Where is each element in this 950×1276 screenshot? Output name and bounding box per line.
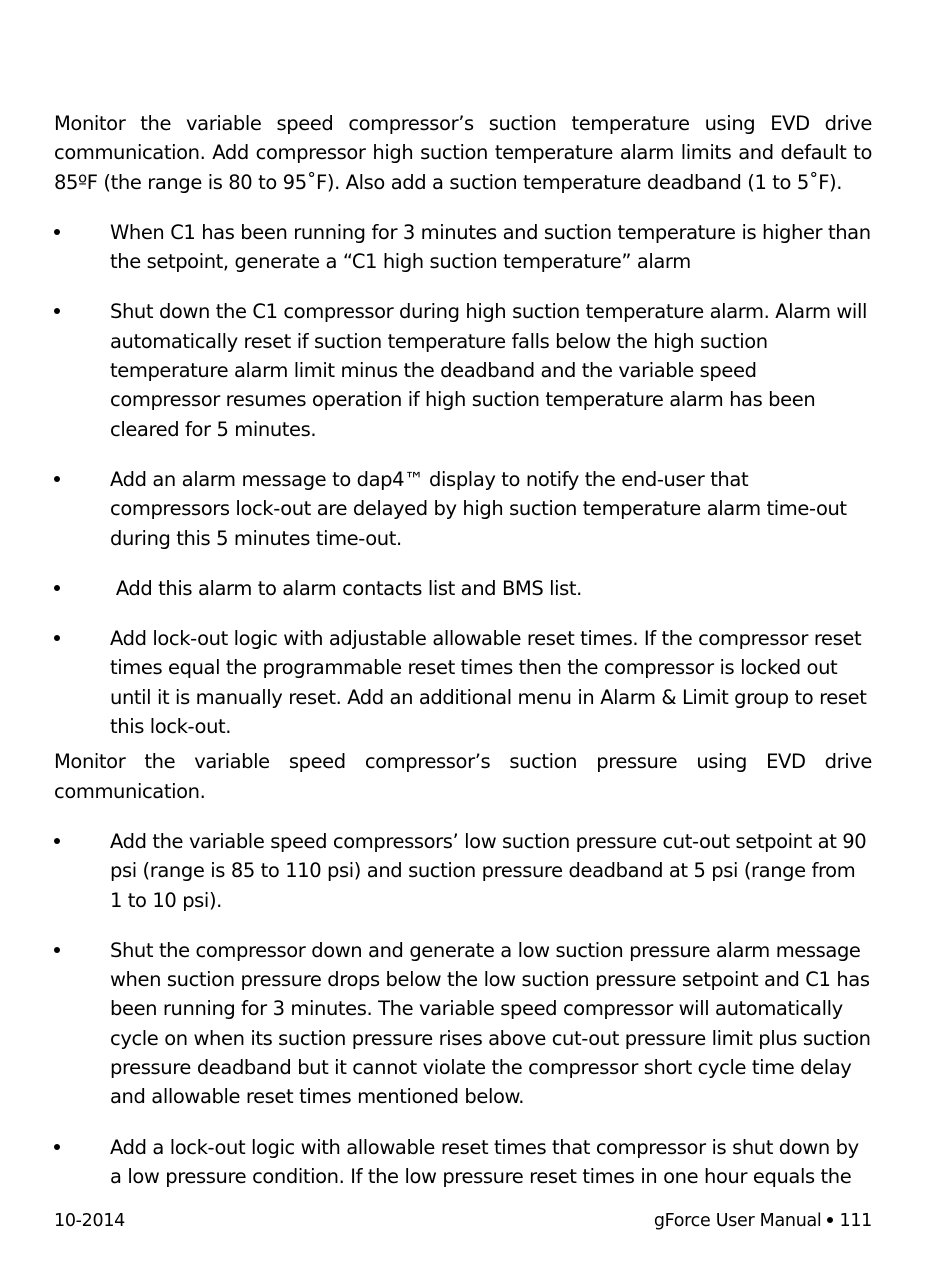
list-item xyxy=(54,827,872,915)
list-item-text: When C1 has been running for 3 minutes and suction temperature is higher than the setpoint, generate a “C1 high suction temperature” alarm xyxy=(110,220,871,274)
list-item xyxy=(54,465,872,553)
list-item xyxy=(54,936,872,1112)
list-item xyxy=(54,1133,872,1192)
bullet-icon xyxy=(54,229,60,235)
bullet-icon xyxy=(54,947,60,953)
suction-temperature-intro: Monitor the variable speed compressor’s suction temperature using EVD drive communication. Add compressor high suction temperature alarm limits and default to 85ºF (the range is 80 to 95˚F). Also add a suction temperature deadband (1 to 5˚F). xyxy=(54,112,872,194)
bullet-icon xyxy=(54,476,60,482)
suction-pressure-intro: Monitor the variable speed compressor’s suction pressure using EVD drive communication. xyxy=(54,750,872,803)
bullet-icon xyxy=(54,308,60,314)
list-item-text: Add lock-out logic with adjustable allowable reset times. If the compressor reset times equal the programmable reset times then the compressor is locked out until it is manually reset. Add an additional menu in Alarm & Limit group to reset this lock-out. xyxy=(110,627,867,739)
bullet-icon xyxy=(54,635,60,641)
list-item-text: Add this alarm to alarm contacts list and BMS list. xyxy=(110,576,582,600)
list-item-text: Add a lock-out logic with allowable reset times that compressor is shut down by a low pressure condition. If the low pressure reset times in one hour equals the xyxy=(110,1135,859,1188)
list-item-text: Shut the compressor down and generate a low suction pressure alarm message when suction pressure drops below the low suction pressure setpoint and C1 has been running for 3 minutes. The variable speed compressor will automatically cycle on when its suction pressure rises above cut-out pressure limit plus suction pressure deadband but it cannot violate the compressor short cycle time delay and allowable reset times mentioned below. xyxy=(110,938,871,1109)
bullet-icon xyxy=(54,1144,60,1150)
page-number: 111 xyxy=(839,1211,872,1231)
list-item-text: Add the variable speed compressors’ low suction pressure cut-out setpoint at 90 psi (range is 85 to 110 psi) and suction pressure deadband at 5 psi (range from 1 to 10 psi). xyxy=(110,829,867,912)
bullet-icon xyxy=(54,838,60,844)
suction-pressure-bullet-list xyxy=(54,827,872,1191)
list-item xyxy=(54,297,872,443)
footer-page-info xyxy=(654,1208,872,1234)
manual-title: gForce User Manual xyxy=(653,1211,822,1231)
list-item-text: Shut down the C1 compressor during high suction temperature alarm. Alarm will automatically reset if suction temperature falls below the high suction temperature alarm limit minus the deadband and the variable speed compressor resumes operation if high suction temperature alarm has been cleared for 5 minutes. xyxy=(110,300,867,441)
footer-date: 10-2014 xyxy=(54,1211,126,1231)
list-item xyxy=(54,218,872,277)
list-item-text: Add an alarm message to dap4™ display to notify the end-user that compressors lock-out are delayed by high suction temperature alarm time-out during this 5 minutes time-out. xyxy=(110,467,847,550)
document-page xyxy=(54,109,872,1191)
suction-temperature-bullet-list xyxy=(54,218,872,741)
separator-dot-icon xyxy=(827,1217,833,1223)
list-item xyxy=(54,624,872,741)
list-item xyxy=(54,574,872,603)
bullet-icon xyxy=(54,585,60,591)
